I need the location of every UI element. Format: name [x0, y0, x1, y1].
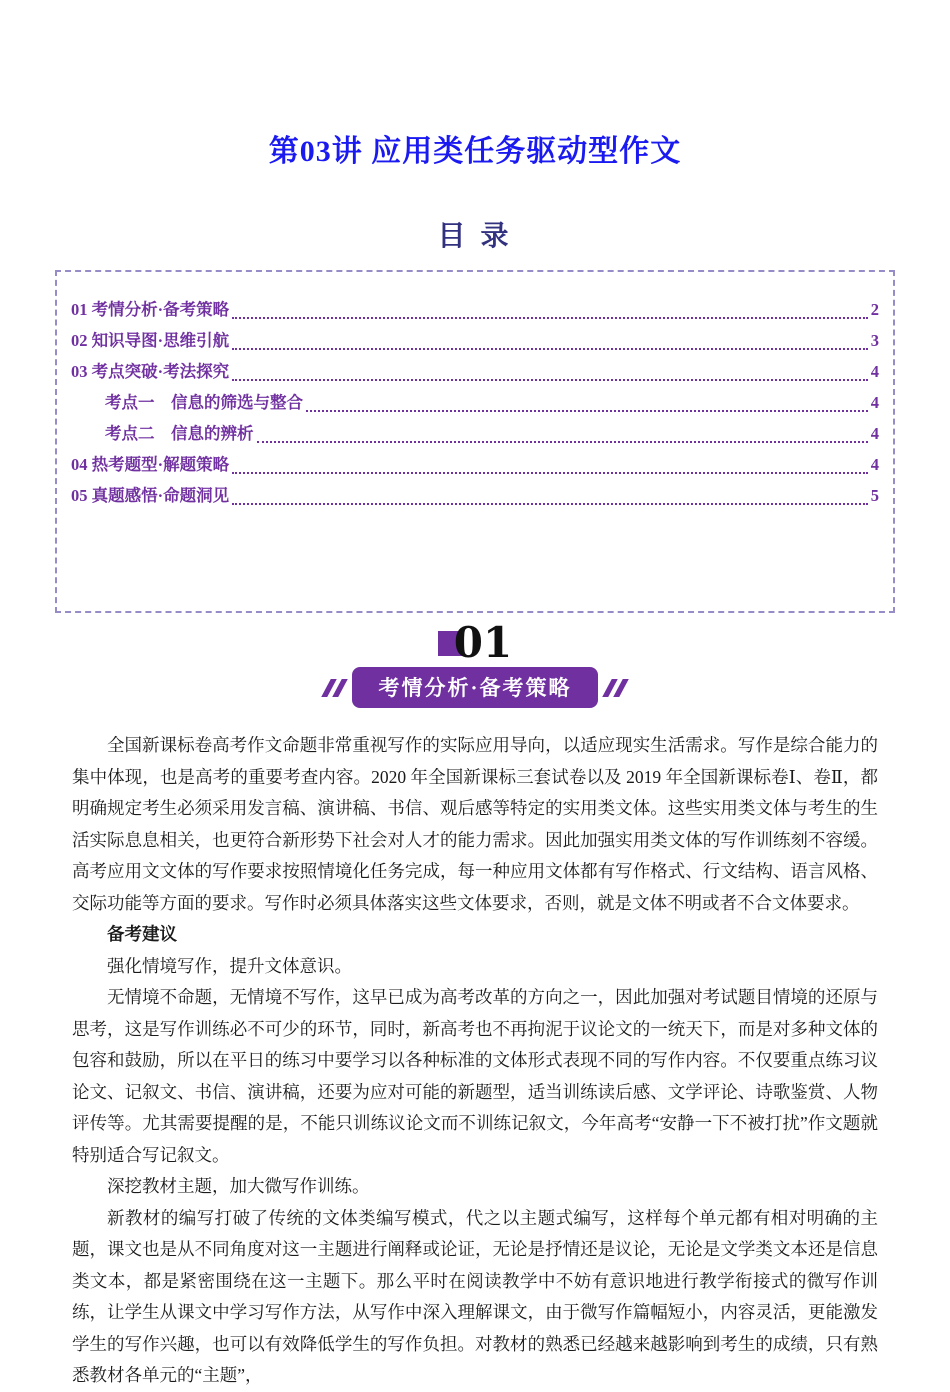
toc-entry[interactable] — [71, 480, 879, 511]
toc-leader-dots — [232, 503, 868, 505]
toc-box — [55, 270, 895, 613]
toc-heading: 目 录 — [437, 221, 513, 252]
toc-page-number: 4 — [870, 362, 879, 381]
toc-entry-label: 考点二 信息的辨析 — [105, 424, 254, 443]
section-number-text: 01 — [453, 618, 513, 667]
toc-page-number: 4 — [870, 393, 879, 412]
toc-leader-dots — [232, 472, 868, 474]
paragraph: 深挖教材主题，加大微写作训练。 — [107, 1176, 370, 1197]
toc-leader-dots — [306, 410, 868, 412]
toc-entry[interactable] — [71, 294, 879, 325]
paragraph: 新教材的编写打破了传统的文体类编写模式，代之以主题式编写，这样每个单元都有相对明确的主题，课文也是从不同角度对这一主题进行阐释或论证，无论是抒情还是议论，无论是文学类文本还是信息类文本，都是紧密围绕在这一主题下。那么平时在阅读教学中不妨有意识地进行教学衔接式的微写作训练，让学生从课文中学习写作方法，从写作中深入理解课文，由于微写作篇幅短小，内容灵活，更能激发学生的写作兴趣，也可以有效降低学生的写作负担。对教材的熟悉已经越来越影响到考生的成绩，只有熟悉教材各单元的“主题”， — [72, 1207, 878, 1386]
toc-entry[interactable] — [71, 325, 879, 356]
section-banner-title: 考情分析·备考策略 — [352, 667, 597, 708]
banner-slashes-right-icon — [607, 679, 624, 697]
toc-leader-dots — [257, 441, 868, 443]
toc-page-number: 4 — [870, 424, 879, 443]
toc-entry-label: 04 热考题型·解题策略 — [71, 455, 230, 474]
section-banner — [72, 667, 878, 708]
toc-leader-dots — [232, 379, 868, 381]
body-content — [72, 730, 878, 1392]
toc-entry-label: 01 考情分析·备考策略 — [71, 300, 230, 319]
toc-leader-dots — [232, 348, 868, 350]
toc-page-number: 2 — [870, 300, 879, 319]
toc-page-number: 5 — [870, 486, 879, 505]
toc-entry[interactable] — [71, 449, 879, 480]
paragraph: 无情境不命题，无情境不写作，这早已成为高考改革的方向之一，因此加强对考试题目情境的还原与思考，这是写作训练必不可少的环节，同时，新高考也不再拘泥于议论文的一统天下，而是对多种文体的包容和鼓励，所以在平日的练习中要学习以各种标准的文体形式表现不同的写作内容。不仅要重点练习议论文、记叙文、书信、演讲稿，还要为应对可能的新题型，适当训练读后感、文学评论、诗歌鉴赏、人物评传等。尤其需要提醒的是，不能只训练议论文而不训练记叙文，今年高考“安静一下不被打扰”作文题就特别适合写记叙文。 — [72, 987, 878, 1165]
subheading-paragraph: 备考建议 — [107, 924, 177, 945]
toc-entry-label: 02 知识导图·思维引航 — [71, 331, 230, 350]
section-number — [72, 618, 878, 667]
toc-entry-label: 03 考点突破·考法探究 — [71, 362, 230, 381]
paragraph: 全国新课标卷高考作文命题非常重视写作的实际应用导向，以适应现实生活需求。写作是综合能力的集中体现，也是高考的重要考查内容。2020 年全国新课标三套试卷以及 2019 年全国新课标卷Ⅰ、卷Ⅱ，都明确规定考生必须采用发言稿、演讲稿、书信、观后感等特定的实用类文体。这些实用类文体与考生的生活实际息息相关，也更符合新形势下社会对人才的能力需求。因此加强实用类文体的写作训练刻不容缓。高考应用文文体的写作要求按照情境化任务完成，每一种应用文体都有写作格式、行文结构、语言风格、交际功能等方面的要求。写作时必须具体落实这些文体要求，否则，就是文体不明或者不合文体要求。 — [72, 735, 878, 913]
document-title: 第03讲 应用类任务驱动型作文 — [268, 135, 682, 168]
paragraph: 强化情境写作，提升文体意识。 — [107, 955, 352, 976]
toc-entry[interactable] — [71, 387, 879, 418]
toc-entry[interactable] — [71, 418, 879, 449]
toc-entry[interactable] — [71, 356, 879, 387]
toc-leader-dots — [232, 317, 868, 319]
toc-entry-label: 05 真题感悟·命题洞见 — [71, 486, 230, 505]
banner-slashes-left-icon — [326, 679, 343, 697]
toc-page-number: 4 — [870, 455, 879, 474]
toc-page-number: 3 — [870, 331, 879, 350]
toc-entry-label: 考点一 信息的筛选与整合 — [105, 393, 303, 412]
